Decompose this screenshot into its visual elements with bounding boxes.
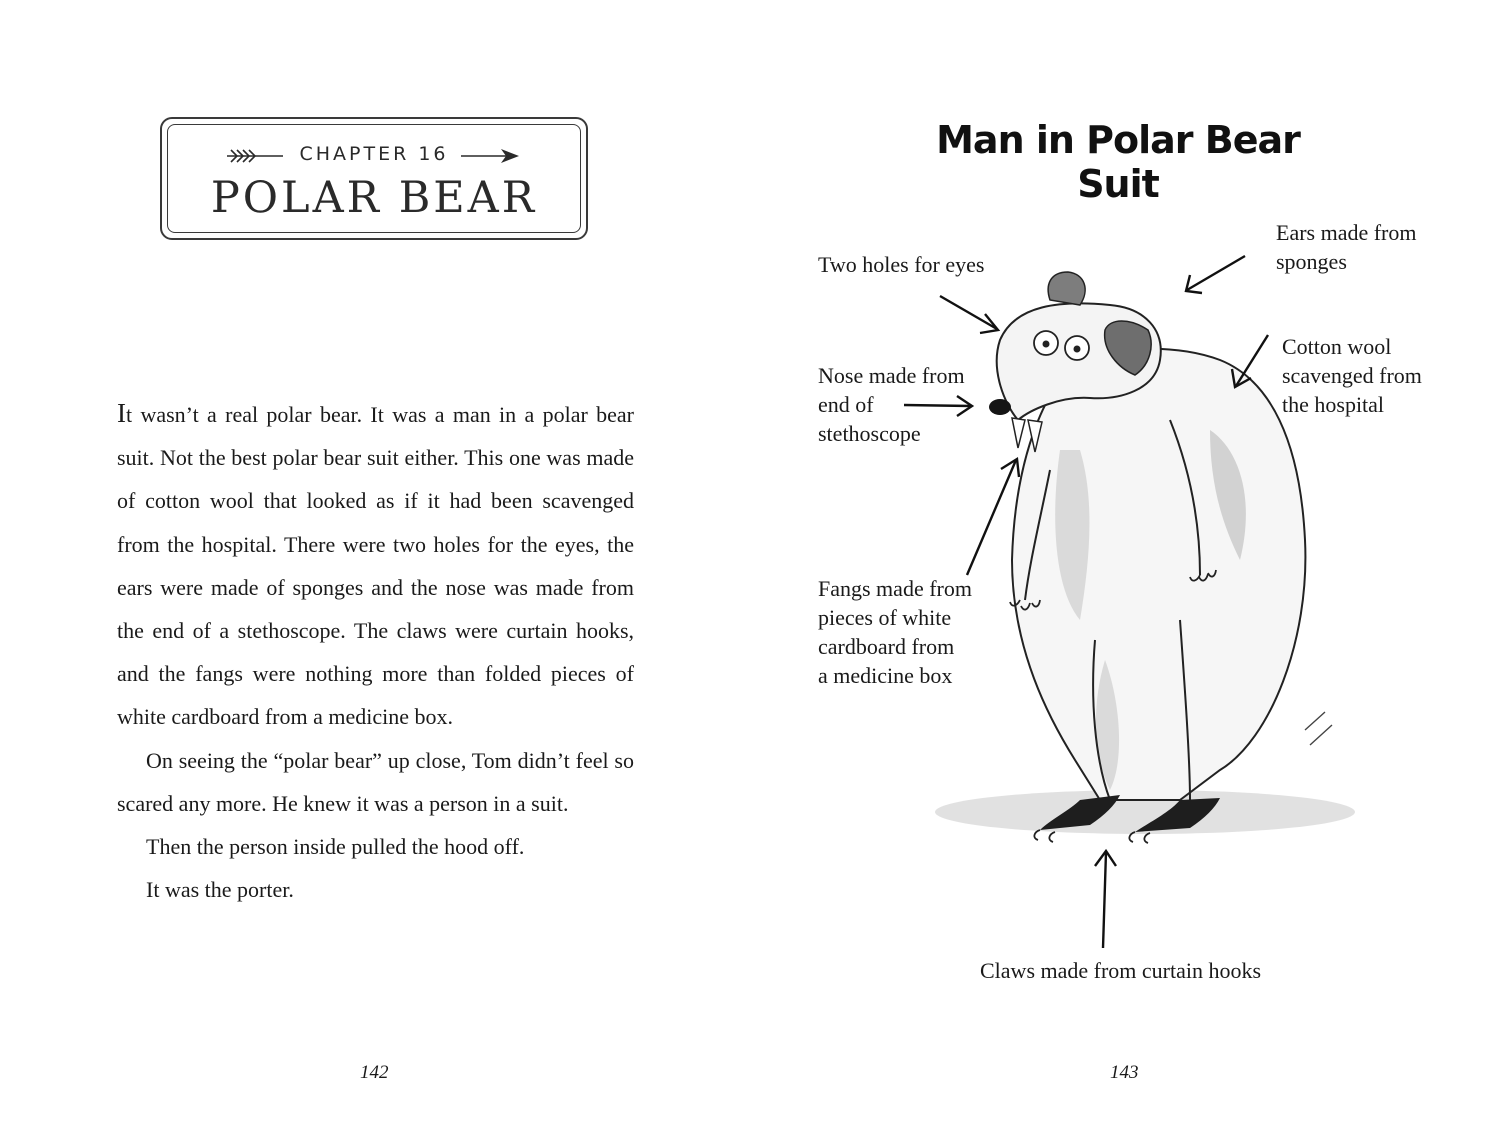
label-cotton-wool: Cotton wool scavenged from the hospital (1282, 334, 1422, 417)
label-claws: Claws made from curtain hooks (980, 958, 1262, 983)
bear-eye-pupil (1074, 346, 1081, 353)
bear-fang (1012, 418, 1025, 448)
arrow-head-icon (459, 147, 521, 165)
bear-ear (1048, 272, 1085, 305)
eyes-arrow (940, 296, 997, 329)
chapter-number-line (162, 143, 586, 169)
diagram-title: Man in Polar Bear Suit (936, 118, 1300, 206)
cotton-arrow (1236, 335, 1268, 386)
label-fangs: Fangs made from pieces of white cardboard from a medicine box (818, 576, 972, 688)
page-number: 142 (360, 1062, 389, 1083)
paragraph: Then the person inside pulled the hood off. (146, 834, 525, 860)
bear-body (1012, 349, 1305, 800)
chapter-number: CHAPTER 16 (299, 143, 449, 165)
ears-arrow (1187, 256, 1245, 290)
fangs-arrow (967, 460, 1016, 575)
dropcap: I (117, 398, 126, 428)
paragraph (117, 392, 634, 739)
bear-eye-pupil (1043, 341, 1050, 348)
right-page (750, 0, 1500, 1146)
paragraph: On seeing the “polar bear” up close, Tom didn’t feel so scared any more. He knew it was a person in a suit. (117, 747, 634, 816)
chapter-body-text (117, 392, 634, 911)
chapter-title: POLAR BEAR (210, 173, 538, 223)
page-number: 143 (1110, 1062, 1139, 1083)
claws-arrow (1103, 852, 1106, 948)
chapter-heading-box (160, 117, 588, 240)
paragraph-text: t wasn’t a real polar bear. It was a man in a polar bear suit. Not the best polar bear suit either. This one was made of cotton wool that looked as if it had been scavenged from the hospital. There were two holes for the eyes, the ears were made of sponges and the nose was made from the end of a stethoscope. The claws were curtain hooks, and the fangs were nothing more than folded pieces of white cardboard from a medicine box. (117, 402, 634, 730)
motion-lines (1305, 712, 1332, 745)
bear-nose (989, 399, 1011, 415)
label-ears: Ears made from sponges (1276, 220, 1417, 274)
paragraph: It was the porter. (146, 877, 294, 903)
label-nose: Nose made from end of stethoscope (818, 363, 965, 446)
label-eyes: Two holes for eyes (818, 252, 985, 277)
